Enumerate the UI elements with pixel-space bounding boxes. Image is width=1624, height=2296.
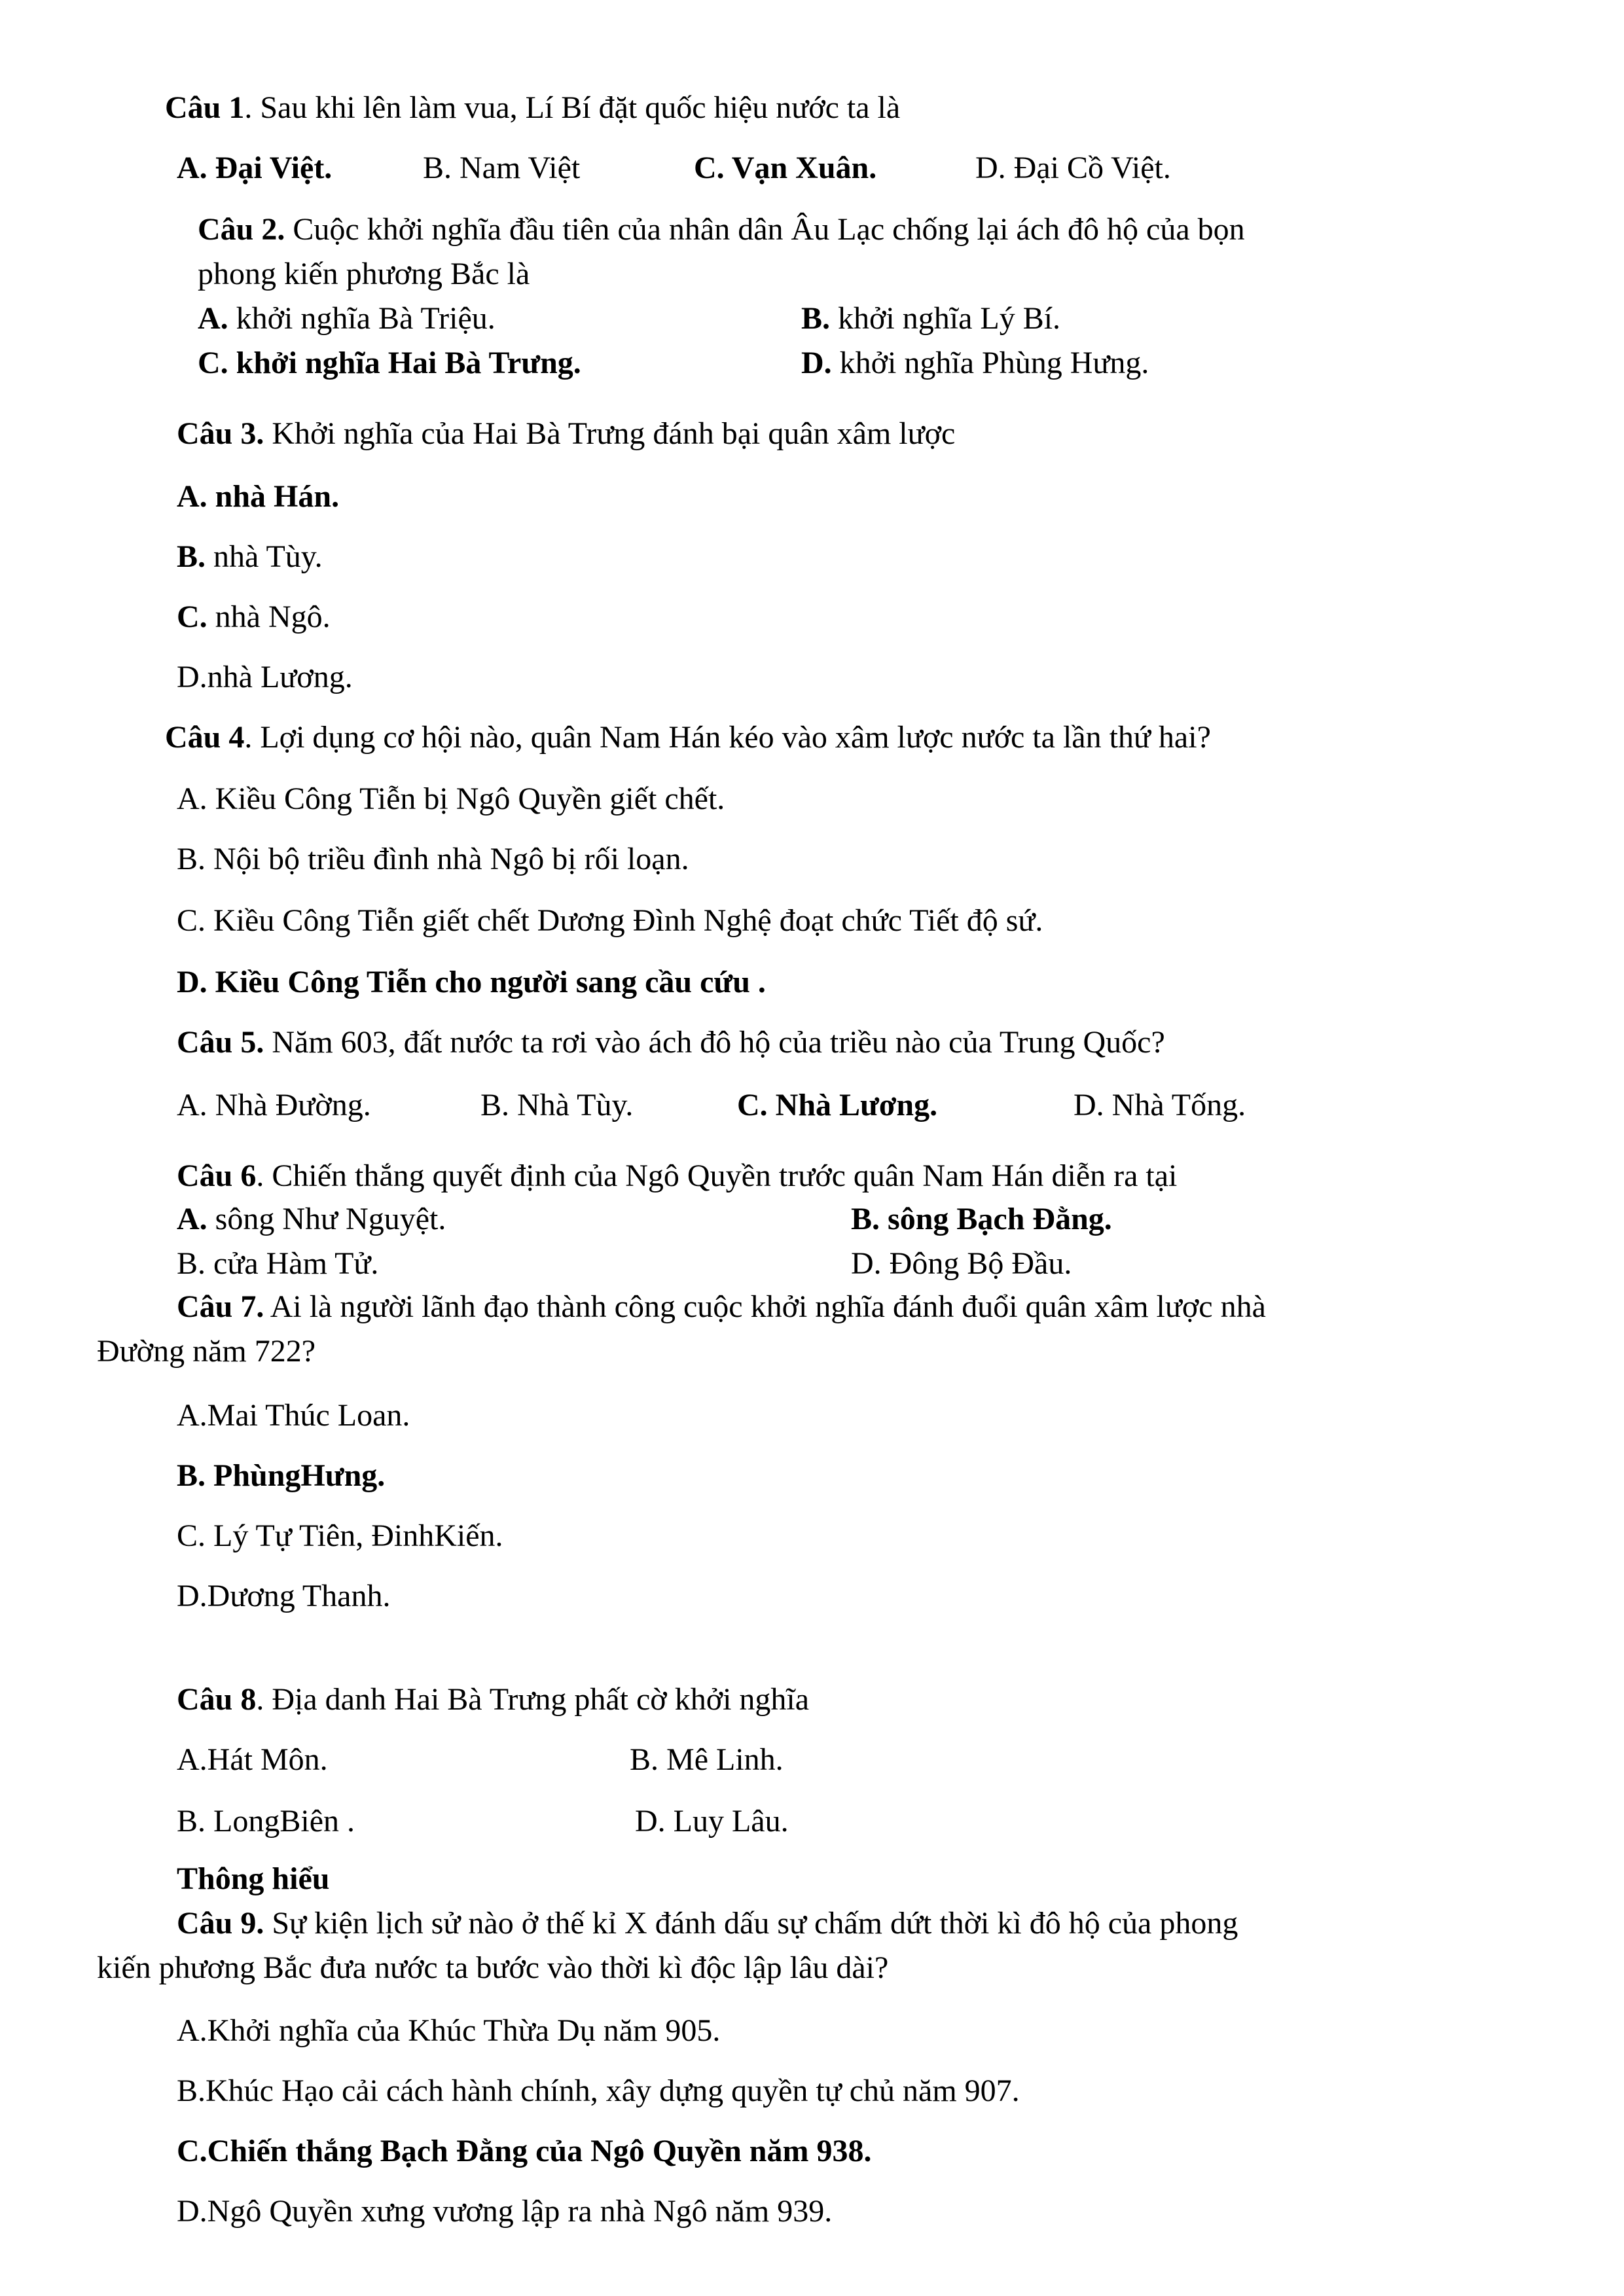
option-label: C. <box>177 600 208 634</box>
q7-option-b: B. PhùngHưng. <box>177 1458 386 1493</box>
q4-option-c: C. Kiều Công Tiễn giết chết Dương Đình Nghệ đoạt chức Tiết độ sứ. <box>177 903 1043 938</box>
question-8 <box>177 1681 809 1719</box>
question-7 <box>177 1288 1266 1326</box>
q9-option-a: A.Khởi nghĩa của Khúc Thừa Dụ năm 905. <box>177 2013 721 2048</box>
q5-option-c: C. Nhà Lương. <box>737 1088 938 1122</box>
question-9 <box>177 1905 1238 1943</box>
question-label: Câu 2. <box>198 212 285 247</box>
q1-option-b: B. Nam Việt <box>423 151 581 185</box>
question-1 <box>165 89 900 127</box>
option-label: B. <box>801 301 831 336</box>
q3-option-a: A. nhà Hán. <box>177 479 340 514</box>
q6-option-d: D. Đông Bộ Đầu. <box>851 1246 1072 1281</box>
q4-option-d: D. Kiều Công Tiễn cho người sang cầu cứu . <box>177 965 766 999</box>
question-text: . Sau khi lên làm vua, Lí Bí đặt quốc hiệu nước ta là <box>244 90 901 125</box>
q2-option-d <box>801 344 1149 382</box>
q6-option-c: B. cửa Hàm Tử. <box>177 1246 379 1281</box>
q7-option-d: D.Dương Thanh. <box>177 1579 391 1613</box>
option-text: khởi nghĩa Bà Triệu. <box>228 301 496 336</box>
question-text: . Lợi dụng cơ hội nào, quân Nam Hán kéo vào xâm lược nước ta lần thứ hai? <box>244 720 1211 755</box>
q2-option-a <box>198 300 496 338</box>
q6-option-b: B. sông Bạch Đằng. <box>851 1202 1112 1236</box>
question-label: Câu 8 <box>177 1682 257 1717</box>
q3-option-d: D.nhà Lương. <box>177 660 353 694</box>
q3-option-c <box>177 598 331 636</box>
section-heading: Thông hiểu <box>177 1861 330 1896</box>
q7-option-a: A.Mai Thúc Loan. <box>177 1398 410 1433</box>
q7-option-c: C. Lý Tự Tiên, ĐinhKiến. <box>177 1518 503 1553</box>
question-text: Ai là người lãnh đạo thành công cuộc khởi nghĩa đánh đuổi quân xâm lược nhà <box>264 1289 1266 1324</box>
question-6 <box>177 1157 1177 1195</box>
question-label: Câu 1 <box>165 90 245 125</box>
q9-option-c: C.Chiến thắng Bạch Đằng của Ngô Quyền năm 938. <box>177 2134 872 2168</box>
q6-option-a <box>177 1200 446 1238</box>
question-5 <box>177 1024 1165 1062</box>
q8-option-c: B. LongBiên . <box>177 1804 355 1839</box>
question-label: Câu 9. <box>177 1906 264 1941</box>
q9-option-b: B.Khúc Hạo cải cách hành chính, xây dựng quyền tự chủ năm 907. <box>177 2073 1020 2108</box>
option-label: A. <box>177 1202 208 1236</box>
q4-option-b: B. Nội bộ triều đình nhà Ngô bị rối loạn. <box>177 842 689 876</box>
option-label: A. <box>198 301 228 336</box>
q8-option-b: B. Mê Linh. <box>630 1742 784 1777</box>
q3-option-b <box>177 538 323 576</box>
question-text: Cuộc khởi nghĩa đầu tiên của nhân dân Âu Lạc chống lại ách đô hộ của bọn <box>285 212 1245 247</box>
option-label: D. <box>801 346 832 380</box>
question-4 <box>165 719 1211 757</box>
q1-option-a: A. Đại Việt. <box>177 151 333 185</box>
question-label: Câu 4 <box>165 720 245 755</box>
q8-option-d: D. Luy Lâu. <box>635 1804 789 1839</box>
q5-option-d: D. Nhà Tống. <box>1074 1088 1246 1122</box>
question-text: . Địa danh Hai Bà Trưng phất cờ khởi nghĩa <box>256 1682 810 1717</box>
question-text: Khởi nghĩa của Hai Bà Trưng đánh bại quân xâm lược <box>264 416 956 451</box>
question-2 <box>198 211 1245 249</box>
option-text: nhà Tùy. <box>206 539 323 574</box>
option-text: khởi nghĩa Lý Bí. <box>830 301 1061 336</box>
q1-option-d: D. Đại Cồ Việt. <box>975 151 1171 185</box>
question-label: Câu 6 <box>177 1158 257 1193</box>
option-label: B. <box>177 539 206 574</box>
q1-option-c: C. Vạn Xuân. <box>694 151 877 185</box>
question-text: Sự kiện lịch sử nào ở thế kỉ X đánh dấu sự chấm dứt thời kì đô hộ của phong <box>264 1906 1238 1941</box>
q2-option-c: C. khởi nghĩa Hai Bà Trưng. <box>198 346 581 380</box>
question-9-cont: kiến phương Bắc đưa nước ta bước vào thời kì độc lập lâu dài? <box>97 1950 889 1985</box>
q4-option-a: A. Kiều Công Tiễn bị Ngô Quyền giết chết. <box>177 781 725 816</box>
question-label: Câu 7. <box>177 1289 264 1324</box>
question-label: Câu 3. <box>177 416 264 451</box>
question-3 <box>177 415 955 453</box>
option-text: sông Như Nguyệt. <box>207 1202 446 1236</box>
question-text: . Chiến thắng quyết định của Ngô Quyền trước quân Nam Hán diễn ra tại <box>256 1158 1178 1193</box>
q9-option-d: D.Ngô Quyền xưng vương lập ra nhà Ngô năm 939. <box>177 2194 833 2229</box>
q5-option-a: A. Nhà Đường. <box>177 1088 371 1122</box>
question-2-cont: phong kiến phương Bắc là <box>198 257 530 291</box>
q5-option-b: B. Nhà Tùy. <box>480 1088 634 1122</box>
question-text: Năm 603, đất nước ta rơi vào ách đô hộ của triều nào của Trung Quốc? <box>264 1025 1165 1060</box>
q2-option-b <box>801 300 1060 338</box>
option-text: khởi nghĩa Phùng Hưng. <box>831 346 1149 380</box>
option-text: nhà Ngô. <box>207 600 331 634</box>
question-7-cont: Đường năm 722? <box>97 1334 316 1369</box>
q8-option-a: A.Hát Môn. <box>177 1742 328 1777</box>
question-label: Câu 5. <box>177 1025 264 1060</box>
